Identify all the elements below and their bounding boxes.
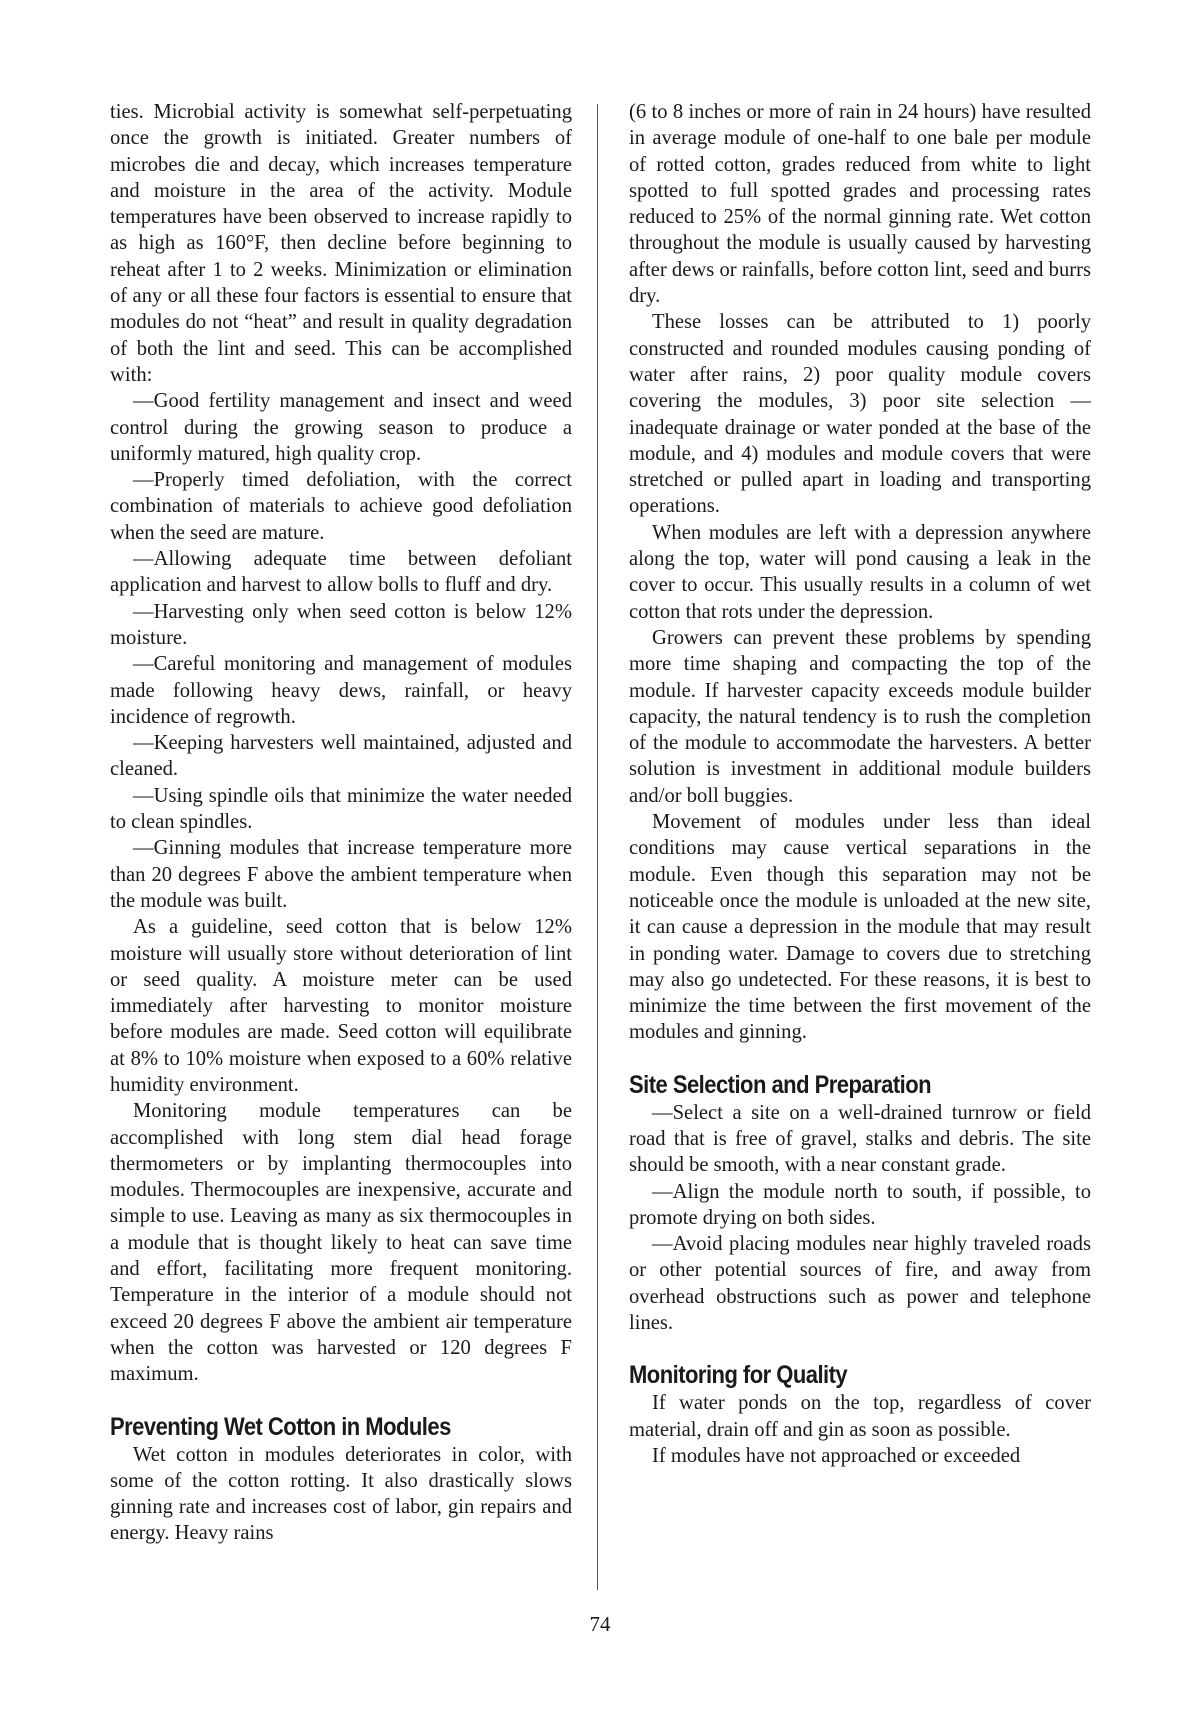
paragraph: Wet cotton in modules deteriorates in color, with some of the cotton rotting. It also drastically slows ginning rate and increases cost of labor, gin repairs and energy. Heavy rains	[110, 1443, 572, 1545]
list-item: —Select a site on a well-drained turnrow or field road that is free of gravel, stalks and debris. The site should be smooth, with a near constant grade.	[629, 1101, 1091, 1177]
section-heading: Preventing Wet Cotton in Modules	[110, 1412, 451, 1441]
paragraph: If modules have not approached or exceeded	[652, 1444, 1021, 1467]
paragraph: Monitoring module temperatures can be accomplished with long stem dial head forage thermometers or by implanting thermocouples into modules. Thermocouples are inexpensive, accurate and simple to use. Leaving as many as six thermocouples in a module that is thought likely to heat can save time and effort, facilitating more frequent monitoring. Temperature in the interior of a module should not exceed 20 degrees F above the ambient air temperature when the cotton was harvested or 120 degrees F maximum.	[110, 1100, 572, 1386]
paragraph: ties. Microbial activity is somewhat self-perpetuating once the growth is initiated. Greater numbers of microbes die and decay, which increases temperature and moisture in the area of the activity. Module temperatures have been observed to increase rapidly to as high as 160°F, then decline before beginning to reheat after 1 to 2 weeks. Minimization or elimination of any or all these four factors is essential to ensure that modules do not “heat” and result in quality degradation of both the lint and seed. This can be accomplished with:	[110, 101, 572, 386]
page-number: 74	[589, 1612, 611, 1636]
list-item: —Harvesting only when seed cotton is below 12% moisture.	[110, 600, 572, 649]
paragraph: When modules are left with a depression anywhere along the top, water will pond causing a leak in the cover to occur. This usually results in a column of wet cotton that rots under the depression.	[629, 521, 1091, 623]
list-item: —Using spindle oils that minimize the water needed to clean spindles.	[110, 784, 572, 834]
list-item: —Good fertility management and insect and weed control during the growing season to produce a uniformly matured, high quality crop.	[110, 390, 572, 465]
paragraph: Growers can prevent these problems by spending more time shaping and compacting the top of the module. If harvester capacity exceeds module builder capacity, the natural tendency is to rush the completion of the module to accommodate the harvesters. A better solution is investment in additional module builders and/or boll buggies.	[629, 626, 1091, 807]
list-item: —Avoid placing modules near highly traveled roads or other potential sources of fire, and away from overhead obstructions such as power and telephone lines.	[629, 1233, 1091, 1335]
list-item: —Keeping harvesters well maintained, adjusted and cleaned.	[110, 732, 572, 781]
list-item: —Allowing adequate time between defoliant application and harvest to allow bolls to fluff and dry.	[110, 548, 572, 597]
list-item: —Ginning modules that increase temperature more than 20 degrees F above the ambient temperature when the module was built.	[110, 837, 572, 912]
column-divider	[597, 104, 598, 1590]
paragraph: Movement of modules under less than ideal conditions may cause vertical separations in the module. Even though this separation may not be noticeable once the module is unloaded at the new site, it can cause a depression in the module that may result in ponding water. Damage to covers due to stretching may also go undetected. For these reasons, it is best to minimize the time between the first movement of the modules and ginning.	[629, 811, 1091, 1044]
right-column	[629, 99, 1091, 1469]
list-item: —Properly timed defoliation, with the correct combination of materials to achieve good defoliation when the seed are mature.	[110, 469, 572, 544]
paragraph: These losses can be attributed to 1) poorly constructed and rounded modules causing ponding of water after rains, 2) poor quality module covers covering the modules, 3) poor site selection — inadequate drainage or water ponded at the base of the module, and 4) modules and module covers that were stretched or pulled apart in loading and transporting operations.	[629, 311, 1091, 518]
left-column	[110, 99, 572, 1547]
paragraph: As a guideline, seed cotton that is below 12% moisture will usually store without deterioration of lint or seed quality. A moisture meter can be used immediately after harvesting to monitor moisture before modules are made. Seed cotton will equilibrate at 8% to 10% moisture when exposed to a 60% relative humidity environment.	[110, 916, 572, 1096]
section-heading: Site Selection and Preparation	[629, 1070, 932, 1099]
section-heading: Monitoring for Quality	[629, 1361, 848, 1390]
list-item: —Careful monitoring and management of modules made following heavy dews, rainfall, or heavy incidence of regrowth.	[110, 653, 572, 728]
paragraph: If water ponds on the top, regardless of cover material, drain off and gin as soon as possible.	[629, 1392, 1091, 1441]
paragraph: (6 to 8 inches or more of rain in 24 hours) have resulted in average module of one-half to one bale per module of rotted cotton, grades reduced from white to light spotted to full spotted grades and processing rates reduced to 25% of the normal ginning rate. Wet cotton throughout the module is usually caused by harvesting after dews or rainfalls, before cotton lint, seed and burrs dry.	[629, 101, 1091, 308]
list-item: —Align the module north to south, if possible, to promote drying on both sides.	[629, 1180, 1091, 1229]
